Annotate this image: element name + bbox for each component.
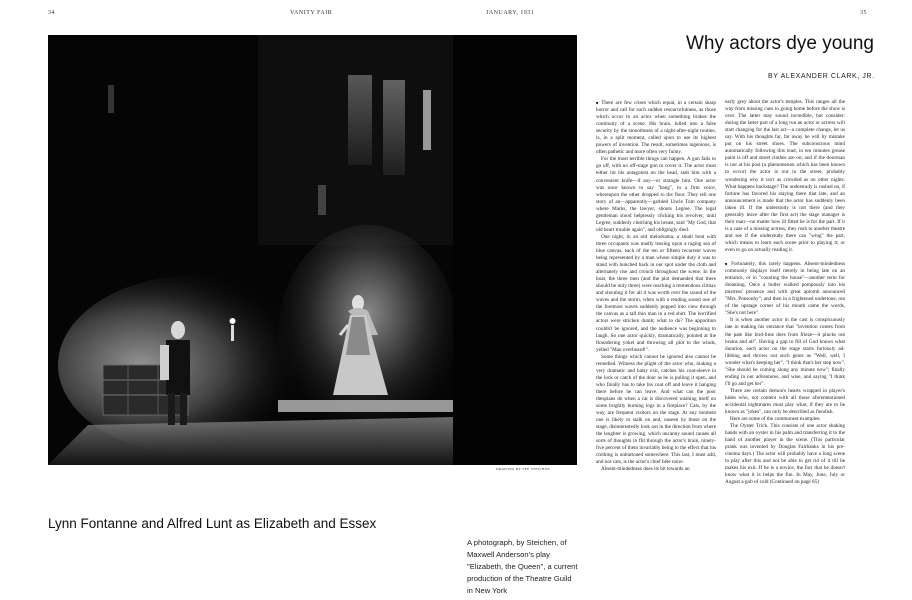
magazine-name: VANITY FAIR [290, 10, 333, 16]
paragraph: ■ There are few crises which equal, in a certain sharp horror and call for such sudden resourcefulness, as those which occur to an actor when something brakes the continuity of a scene. His brain, lulled into a false security by the smoothness of a night-after-night routine, is, in a split moment, called upon to use its highest powers of invention. The result, sometimes ingenious, is often pathetic and more often very funny. [596, 99, 716, 156]
paragraph: Here are some of the commonest examples: [730, 416, 821, 423]
right-page-number: 35 [860, 10, 867, 16]
paragraph: There are certain demon's hearts wrapped in player's hides who, not content with all those aforementioned accidental nightmares must play what, if they are to be known as "jokes", can only be described as fiendish. [725, 387, 845, 416]
stage-photograph [48, 35, 577, 465]
paragraph: Some things which cannot be ignored also cannot be remedied. Witness the plight of the actor who, making a very dramatic and hasty exit, catches his coat-sleeve in the lock or catch of the door as he is pulling it open, and who finally has to take his coat off and leave it hanging there before he can leave. And what can the poor thespians do when a cat is discovered washing itself on some brightly burning logs in a fireplace? Cats, by the way, are frequent visitors on the stage. At any moment one is likely to stalk on and, unseen by those on the stage, disinterestedly look out in the direction from where the laughter is growing, which uncanny sound causes all sorts of thoughts to flit through the actor's brain, ninety-five percent of them invariably being to the effect that his clothing is unbuttoned somewhere. This last, I must add, and not cats, is the actor's chief bête noire. [596, 353, 716, 466]
article-headline: Why actors dye young [686, 33, 874, 54]
issue-date: JANUARY, 1931 [486, 10, 535, 16]
left-page-number: 34 [48, 10, 55, 16]
side-caption: A photograph, by Steichen, of Maxwell Anderson's play "Elizabeth, the Queen", a current production of the Theatre Guild in New York [467, 538, 578, 595]
paragraph: early grey about the actor's temples. This ranges all the way from missing cues to going home before the show is over. The latter may sound incredible, but consider: during the latter part of a long run an actor or actress will start changing for the last act—a complete change, let us say. With his thoughts far, far away he will by mistake put on his street shoes. The subconscious mind automatically following this lead, in ten minutes grease paint is off and street clothes are on; and if the doorman is not at his post (a phenomenon which has been known to occur) the actor is out in the street, probably wondering why it isn't as crowded as on other nights. What happens backstage? The understudy is rushed on, if fortune has favored his staying there that late, and an announcement is made that the actor has suddenly been taken ill. If the understudy is not there (and they generally leave after the first act) the stage manager is their man—no matter how ill fitted he is for the part. If it is a case of a missing actress, they rush to another theatre and see if the understudy there can "wing" the part, which means to learn each scene prior to playing it; or even to go on actually reading it. [725, 99, 845, 253]
article-column-1 [596, 99, 716, 594]
article-column-2 [725, 99, 845, 594]
paragraph: One night, in an old melodrama, a small boat with three occupants was madly tossing upon a raging sea of blue canvas, each of the ten or fifteen recurrent waves being represented by a man whose simple duty it was to stand with hunched back in our spot under the cloth and alternately rise and crouch throughout the scene. In the boat, the three men (and the plot demanded that there should be only three) were reaching a tremendous climax and shouting it for all it was worth over the sound of the waves and the storm, when with a rending sound one of the foremost waves suddenly popped into view through the canvas as a tall thin man in a red shirt. The horrified actors were stricken dumb; what to do? The apparition couldn't be ignored, and the audience was beginning to laugh. So one actor quickly, dramatically, pointed at the floundering yokel and throwing all plot to the winds, yelled "Man overboard!". [596, 233, 716, 353]
paragraph: It is when another actor in the cast is conspicuously late in making his entrance that "invention comes from the pate like bird-lime does from frieze—it plucks out brains and all". Having a gap to fill of God knows what duration, each actor on the stage starts furiously ad-libbing and throws out such gems as "Well, well, I wonder what's keeping her", "I think that's her step now", "She should be coming along any minute now"; finally ending in our adventures, and wise, and saying "I think I'll go and get her". [725, 317, 845, 387]
paragraph: For the most terrible things can happen. A gun fails to go off, with no off-stage gun to cover it. The actor must either hit his antagonist on the head, stab him with a convenient knife—if any—or strangle him. One actor was once known to say "bang", in a firm voice, whereupon the other dropped to the floor. They tell one story of an—apparently—garbled Uncle Tom company where Marks, the lawyer, shoots Legree. The legal gentleman stood helplessly clicking his revolver, until Legree, suddenly clutching his breast, said "My God, that old heart trouble again", and obligingly died. [596, 156, 716, 233]
main-caption: Lynn Fontanne and Alfred Lunt as Elizabeth and Essex [48, 516, 377, 531]
paragraph: Absent-mindedness does its bit towards an [601, 466, 690, 473]
stage-scene-illustration [48, 35, 577, 465]
photo-credit: DRAWING BY SEE STEICHEN [496, 467, 551, 471]
article-byline: BY ALEXANDER CLARK, JR. [768, 73, 875, 80]
paragraph: The Oyster Trick. This consists of one actor shaking hands with an oyster in his palm and transferring it to the hand of another player in the scene. (This particular prank was invented by Douglas Fairbanks in his pre-cinema days.) The actor will probably have a long scene to play after this and not be able to get rid of it till he makes his exit. If he is a novice, the fact that he doesn't know what it is helps the fun. In May, June, July or August a gob of cold (Continued on page 85) [725, 423, 845, 486]
paragraph: ■ Fortunately, this rarely happens. Absent-mindedness commonly displays itself merely in being late on an entrance, or in "counting the house"—another term for dreaming. Once a butler walked pompously into his mistress' presence and with great aplomb announced "Mrs. Ponsonby"; and then in a frightened undertone, out of the upstage corner of his mouth came the words, "She's not here". [725, 260, 845, 317]
